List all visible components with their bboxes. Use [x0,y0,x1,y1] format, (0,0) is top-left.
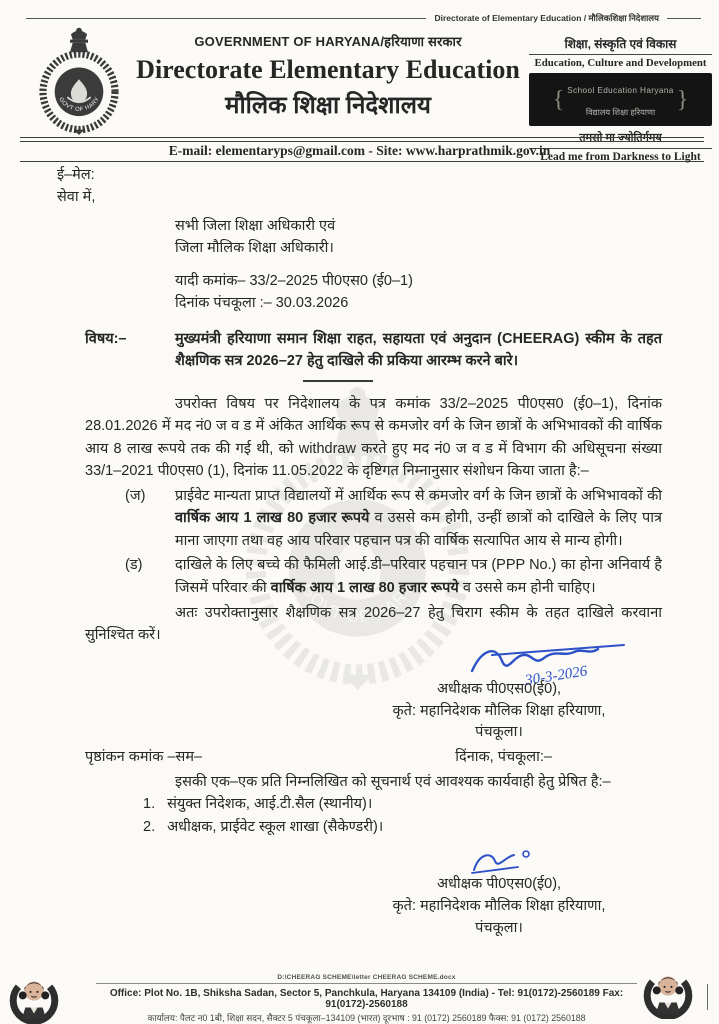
badge-line-en: Education, Culture and Development [534,57,707,69]
girl-mascot-icon [8,972,60,1024]
salutation: सेवा में, [57,189,96,206]
contact-divider [20,161,704,162]
endorsement-row [85,746,662,768]
copy-item [143,793,662,815]
item-text-bold: वार्षिक आय 1 लाख 80 हजार रूपये [175,510,370,527]
copy-text: अधीक्षक, प्राईवेट स्कूल शाखा (सैकेण्डरी)। [167,818,384,835]
item-text-pre: प्राईवेट मान्यता प्राप्त विद्यालयों में आर्थिक रूप से कमजोर वर्ग के जिन छात्रों के अभिभावकों की [175,487,662,504]
signatory-designation: अधीक्षक पी0एस0(ई0), [436,876,562,893]
signatory-for: कृते: महानिदेशक मौलिक शिक्षा हरियाणा, [392,897,606,914]
letter-date: दिनांक पंचकूला :– 30.03.2026 [175,295,349,312]
scan-edge-mark [707,984,709,1010]
letterhead-titles [128,32,528,121]
directorate-title-hi: मौलिक शिक्षा निदेशालय [225,92,431,119]
girl-mascot-icon [642,967,694,1019]
top-rule-line-left [26,18,426,19]
contact-line: E-mail: elementaryps@gmail.com - Site: www.harprathmik.gov.in [168,143,551,158]
signatory-designation: अधीक्षक पी0एस0(ई0), [436,680,562,697]
government-line: GOVERNMENT OF HARYANA/हरियाणा सरकार [194,34,462,49]
list-item-text [175,485,662,552]
addressee-block [175,215,662,260]
badge-box-line1: School Education Haryana [567,86,674,95]
closing-paragraph: अतः उपरोक्तानुसार शैक्षणिक सत्र 2026–27 हेतु चिराग स्कीम के तहत दाखिले करवाना सुनिश्चित करें। [85,604,662,644]
item-text-post: व उससे कम होनी चाहिए। [458,579,596,596]
body-paragraph-1: उपरोक्त विषय पर निदेशालय के पत्र कमांक 33/2–2025 पी0एस0 (ई0–1), दिनांक 28.01.2026 में मद नं0 ज व ड में अंकित आर्थिक रूप से कमजोर वर्ग के जिन छात्रों के अभिभावकों की वार्षिक आय 8 लाख रूपये तक की गई थी, को withdraw करते हुए मद नं0 ज व ड में विभाग की अधिसूचना संख्या 33/1–2021 पी0एस0 (1), दिनांक 11.05.2022 के दृष्टिगत निम्नानुसार संशोधन किया जाता है:– [85,395,662,480]
badge-box-line2: विद्यालय शिक्षा हरियाणा [585,107,656,117]
copy-number: 2. [143,818,156,835]
addressee-line-2: जिला मौलिक शिक्षा अधिकारी। [175,240,334,257]
subject-label: विषय:– [85,330,127,347]
top-rule-label: Directorate of Elementary Education / मौलिकशिक्षा निदेशालय [434,13,659,23]
signature-block-2 [344,846,654,939]
addressee-line-1: सभी जिला शिक्षा अधिकारी एवं [175,217,336,234]
badge-motto-en: Lead me from Darkness to Light [540,151,701,164]
subject-separator [303,380,373,382]
subject-row [85,328,662,373]
top-rule-line-right [667,18,701,19]
badge-bracket-left: { [552,86,565,113]
office-address-en: Office: Plot No. 1B, Shiksha Sadan, Sector 5, Panchkula, Haryana 134109 (India) - Tel: 91(0172)-2560189 Fax: 91(0172)-2560188 [96,983,637,1010]
list-item-marker: (ड) [125,557,143,574]
badge-motto-hi: तमसो मा ज्योतिर्गमय [529,126,712,149]
signatory-place: पंचकूला। [475,919,523,936]
office-address-hi: कार्यालय: पैलट न0 1बी, शिक्षा सदन, सैक्टर 5 पंचकूला–134109 (भारत) दूरभाष : 91 (0172) 2560189 फैक्स: 91 (0172) 2560188 [96,1010,637,1024]
signatory-place: पंचकूला। [475,724,523,741]
badge-line-hi: शिक्षा, संस्कृति एवं विकास [529,35,712,55]
haryana-govt-emblem-icon [34,24,124,138]
copy-number: 1. [143,796,156,813]
directorate-title-en: Directorate Elementary Education [136,55,520,84]
copy-list [143,793,662,838]
badge-black-box [529,73,712,126]
list-item-marker: (ज) [125,487,146,504]
document-file-path: D:\CHEERAG SCHEME\letter CHEERAG SCHEME.docx [277,974,456,981]
email-label: ई–मेल: [57,167,95,183]
footer-address-block [96,974,637,1024]
item-text-pre: दाखिले के लिए बच्चे की फैमिली आई.डी–परिवार पहचान पत्र (PPP No.) का होना अनिवार्य है जिसमें परिवार की [175,557,662,596]
endorsement-date: दिंनाक, पंचकूला:– [455,749,552,766]
list-item [85,554,662,599]
signature-block-1 [344,635,654,744]
endorsement-intro: इसकी एक–एक प्रति निम्नलिखित को सूचनार्थ एवं आवश्यक कार्यवाही हेतु प्रेषित है:– [175,773,611,790]
item-text-post: व उससे कम होगी, उन्हीं छात्रों को दाखिले के लिए पात्र माना जाएगा तथा वह आय परिवार पहचान पत्र की वार्षिक सत्यापित आय से मान्य होगी। [175,510,662,549]
signatory-for: कृते: महानिदेशक मौलिक शिक्षा हरियाणा, [392,702,606,719]
subject-text: मुख्यमंत्री हरियाणा समान शिक्षा राहत, सहायता एवं अनुदान (CHEERAG) स्कीम के तहत शैक्षणिक सत्र 2026–27 हेतु दाखिले की प्रकिया आरम्भ करने बारे। [175,330,662,370]
copy-item [143,816,662,838]
badge-box-text [567,78,674,121]
badge-bracket-right: } [676,86,689,113]
copy-text: संयुक्त निदेशक, आई.टी.सैल (स्थानीय)। [167,796,373,813]
list-item [85,485,662,552]
header-divider [20,137,704,142]
item-text-bold: वार्षिक आय 1 लाख 80 हजार रूपये [270,579,459,596]
endorsement-number: पृष्ठांकन कमांक –सम– [85,749,203,766]
letter-body [57,164,662,939]
handwritten-date: 30-3-2026 [524,663,589,689]
letter-footer [0,960,719,1024]
memo-number: यादी कमांक– 33/2–2025 पी0एस0 (ई0–1) [175,272,413,289]
list-item-text [175,554,662,599]
